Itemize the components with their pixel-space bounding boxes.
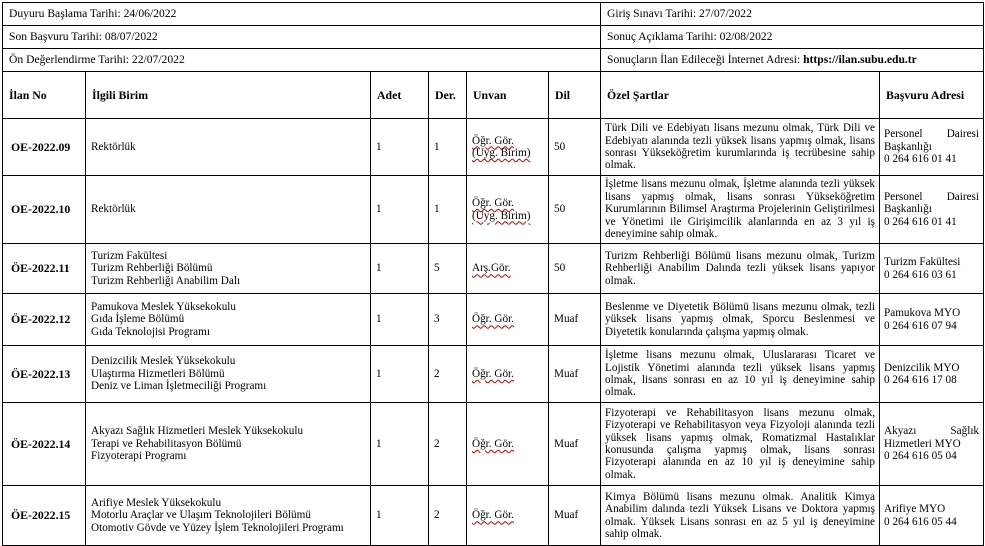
birim-line: Turizm Rehberliği Anabilim Dalı [91,274,241,287]
ilan-no: OE-2022.10 [3,176,86,244]
info-row [3,49,984,72]
unvan-line: Öğr. Gör. [472,367,514,380]
unvan-line: Öğr. Gör. [472,134,514,147]
unvan-cell [467,176,549,244]
adres-line: Personel Dairesi Başkanlığı [884,128,980,153]
unvan-line: Öğr. Gör. [472,313,514,326]
adres-line: 0 264 616 17 08 [884,374,957,386]
info-row [3,3,984,26]
der-cell: 3 [429,294,467,346]
table-row [3,403,984,486]
start-date: Duyuru Başlama Tarihi: 24/06/2022 [3,3,601,26]
adres-line: Turizm Fakültesi [884,256,961,269]
unvan-line: (Uyg. Birim) [472,209,531,222]
birim-cell [86,176,371,244]
birim-line: Fizyoterapi Programı [91,450,187,463]
header-unvan: Unvan [467,72,549,119]
result-date: Sonuç Açıklama Tarihi: 02/08/2022 [601,26,984,49]
table-row [3,294,984,346]
header-adres: Başvuru Adresi [880,72,984,119]
header-der: Der. [429,72,467,119]
adet-cell: 1 [371,346,429,403]
birim-line: Deniz ve Liman İşletmeciliği Programı [91,380,267,393]
info-row [3,26,984,49]
adres-line: 0 264 616 05 04 [884,450,957,463]
unvan-line: Öğr. Gör. [472,197,514,210]
adres-line: Denizcilik MYO [884,361,960,374]
birim-line: Rektörlük [91,203,136,216]
der-cell: 5 [429,244,467,294]
adet-cell: 1 [371,294,429,346]
adet-cell: 1 [371,119,429,176]
birim-line: Rektörlük [91,140,136,153]
ilan-no: ÖE-2022.11 [3,244,86,294]
unvan-cell [467,403,549,486]
birim-cell [86,119,371,176]
adres-line: 0 264 616 03 61 [884,268,957,281]
ilan-no: ÖE-2022.13 [3,346,86,403]
birim-line: Pamukova Meslek Yüksekokulu [91,300,237,313]
adres-cell [880,486,984,546]
table-row [3,176,984,244]
results-site [601,49,984,72]
table-row [3,486,984,546]
dil-cell: 50 [549,176,601,244]
table-row [3,119,984,176]
results-site-label: Sonuçların İlan Edileceği İnternet Adresi: [607,52,801,66]
unvan-cell [467,294,549,346]
adres-line: Pamukova MYO [884,307,961,320]
adet-cell: 1 [371,244,429,294]
unvan-line: Öğr. Gör. [472,437,514,450]
exam-date: Giriş Sınavı Tarihi: 27/07/2022 [601,3,984,26]
sart-cell: Fizyoterapi ve Rehabilitasyon lisans mezunu olmak, Fizyoterapi ve Rehabilitasyon veya Fizyoloji alanında tezli yüksek lisans yapmış olmak, Romatizmal Hastalıklar konusunda çalışma yapmış olmak, lisans sonrası Fizyoterapi alanında en az 10 yıl iş deneyimine sahip olmak. [601,403,880,486]
header-adet: Adet [371,72,429,119]
dil-cell: 50 [549,244,601,294]
sart-cell: Beslenme ve Diyetetik Bölümü lisans mezunu olmak, tezli yüksek lisans yapmış olmak, Sporcu Beslenmesi ve Diyetetik konularında çalışma yapmış olmak. [601,294,880,346]
birim-cell [86,403,371,486]
birim-cell [86,244,371,294]
sart-cell: Türk Dili ve Edebiyatı lisans mezunu olmak, Türk Dili ve Edebiyatı alanında tezli yüksek lisans yapmış olmak, lisans sonrası Yükseköğretim kurumlarında iş tecrübesine sahip olmak. [601,119,880,176]
unvan-line: Öğr. Gör. [472,509,514,522]
der-cell: 1 [429,119,467,176]
adres-line: 0 264 616 07 94 [884,319,957,332]
sart-cell: Turizm Rehberliği Bölümü lisans mezunu olmak, Turizm Rehberliği Anabilim Dalında tezli yüksek lisans yapıyor olmak. [601,244,880,294]
adres-cell [880,244,984,294]
announcement-rows [3,119,984,546]
dil-cell: Muaf [549,486,601,546]
adet-cell: 1 [371,486,429,546]
sart-cell: İşletme lisans mezunu olmak, Uluslararası Ticaret ve Lojistik Yönetimi alanında tezli yüksek lisans yapmış olmak, lisans sonrası en az 10 yıl iş deneyimine sahip olmak. [601,346,880,403]
header-dil: Dil [549,72,601,119]
adres-cell [880,403,984,486]
birim-line: Gıda Teknolojisi Programı [91,325,210,338]
dil-cell: Muaf [549,346,601,403]
adres-line: Akyazı Sağlık Hizmetleri MYO [884,425,980,450]
dil-cell: Muaf [549,403,601,486]
birim-line: Motorlu Araçlar ve Ulaşım Teknolojileri Bölümü [91,509,311,522]
birim-line: Gıda İşleme Bölümü [91,313,185,326]
birim-line: Ulaştırma Hizmetleri Bölümü [91,367,225,380]
der-cell: 2 [429,346,467,403]
unvan-cell [467,486,549,546]
adet-cell: 1 [371,176,429,244]
birim-cell [86,294,371,346]
birim-line: Denizcilik Meslek Yüksekokulu [91,355,236,368]
unvan-cell [467,244,549,294]
birim-line: Turizm Rehberliği Bölümü [91,262,213,275]
header-birim: İlgili Birim [86,72,371,119]
dil-cell: 50 [549,119,601,176]
birim-line: Turizm Fakültesi [91,249,168,262]
header-ilan-no: İlan No [3,72,86,119]
adres-line: 0 264 616 01 41 [884,215,957,228]
unvan-cell [467,119,549,176]
der-cell: 2 [429,486,467,546]
sart-cell: İşletme lisans mezunu olmak, İşletme alanında tezli yüksek lisans yapmış olmak, lisans sonrası Yükseköğretim Kurumlarının Bilimsel Araştırma Projelerinin Geliştirilmesi ve Yönetimi ile Girişimcilik alanlarında en az 3 yıl iş deneyimine sahip olmak. [601,176,880,244]
deadline: Son Başvuru Tarihi: 08/07/2022 [3,26,601,49]
ilan-no: ÖE-2022.14 [3,403,86,486]
results-site-url: https://ilan.subu.edu.tr [803,52,917,66]
adres-line: Personel Dairesi Başkanlığı [884,190,980,216]
table-row [3,244,984,294]
dil-cell: Muaf [549,294,601,346]
ilan-no: ÖE-2022.12 [3,294,86,346]
unvan-cell [467,346,549,403]
der-cell: 2 [429,403,467,486]
adres-line: 0 264 616 01 41 [884,153,957,166]
adet-cell: 1 [371,403,429,486]
birim-line: Arifiye Meslek Yüksekokulu [91,496,222,509]
unvan-line: Arş.Gör. [472,262,511,275]
adres-cell [880,294,984,346]
adres-cell [880,119,984,176]
header-sartlar: Özel Şartlar [601,72,880,119]
pre-evaluation-date: Ön Değerlendirme Tarihi: 22/07/2022 [3,49,601,72]
birim-line: Akyazı Sağlık Hizmetleri Meslek Yüksekokulu [91,425,304,438]
birim-cell [86,346,371,403]
column-header-row [3,72,984,119]
adres-line: 0 264 616 05 44 [884,515,957,528]
unvan-line: (Uyg. Birim) [472,147,531,159]
der-cell: 1 [429,176,467,244]
table-row [3,346,984,403]
ilan-no: OE-2022.09 [3,119,86,176]
adres-cell [880,176,984,244]
job-announcement-table [2,2,984,546]
birim-line: Terapi ve Rehabilitasyon Bölümü [91,437,242,450]
adres-line: Arifiye MYO [884,503,946,516]
adres-cell [880,346,984,403]
ilan-no: ÖE-2022.15 [3,486,86,546]
birim-line: Otomotiv Gövde ve Yüzey İşlem Teknolojileri Programı [91,521,344,534]
sart-cell: Kimya Bölümü lisans mezunu olmak. Analitik Kimya Anabilim dalında tezli Yüksek Lisans ve Doktora yapmış olmak. Yüksek Lisans sonrası en az 5 yıl iş deneyimine sahip olmak. [601,486,880,546]
birim-cell [86,486,371,546]
